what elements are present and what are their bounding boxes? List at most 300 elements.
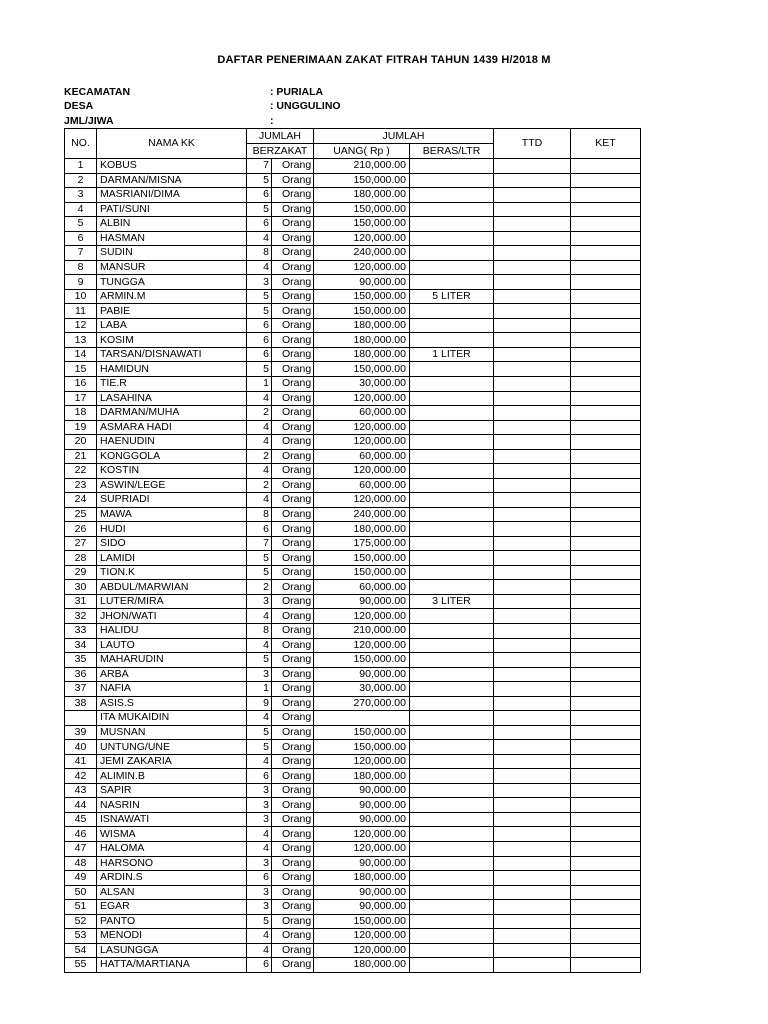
row-unit: Orang [272,580,314,595]
row-uang: 150,000.00 [314,565,410,580]
header-nama-kk: NAMA KK [97,129,247,159]
row-ket [571,667,641,682]
row-uang: 90,000.00 [314,856,410,871]
row-beras [410,551,494,566]
row-uang: 150,000.00 [314,362,410,377]
row-no: 34 [65,638,97,653]
row-ket [571,638,641,653]
row-nama-kk: SAPIR [97,783,247,798]
row-ttd [494,594,571,609]
row-no: 19 [65,420,97,435]
row-nama-kk: NAFIA [97,682,247,697]
row-nama-kk: ITA MUKAIDIN [97,711,247,726]
row-jumlah: 1 [247,682,272,697]
row-ttd [494,565,571,580]
row-beras [410,580,494,595]
row-unit: Orang [272,406,314,421]
row-beras [410,871,494,886]
row-no: 36 [65,667,97,682]
table-row [65,900,641,915]
row-unit: Orang [272,333,314,348]
table-row [65,841,641,856]
row-no: 37 [65,682,97,697]
row-ttd [494,638,571,653]
row-jumlah: 1 [247,376,272,391]
row-ket [571,769,641,784]
row-no: 48 [65,856,97,871]
row-ket [571,420,641,435]
row-nama-kk: TUNGGA [97,275,247,290]
row-unit: Orang [272,783,314,798]
row-jumlah: 3 [247,667,272,682]
row-uang: 120,000.00 [314,420,410,435]
row-nama-kk: MUSNAN [97,725,247,740]
row-nama-kk: JHON/WATI [97,609,247,624]
row-no: 11 [65,304,97,319]
table-body [65,159,641,973]
table-row [65,551,641,566]
row-uang: 180,000.00 [314,522,410,537]
table-row [65,159,641,174]
row-uang: 180,000.00 [314,188,410,203]
table-row [65,435,641,450]
row-no: 12 [65,318,97,333]
row-unit: Orang [272,159,314,174]
row-ket [571,783,641,798]
table-row [65,696,641,711]
row-nama-kk: ABDUL/MARWIAN [97,580,247,595]
row-beras: 3 LITER [410,594,494,609]
row-jumlah: 6 [247,333,272,348]
row-beras [410,493,494,508]
row-jumlah: 4 [247,638,272,653]
row-ttd [494,376,571,391]
row-no: 55 [65,958,97,973]
row-ttd [494,827,571,842]
row-ket [571,885,641,900]
row-ttd [494,885,571,900]
row-ttd [494,841,571,856]
row-nama-kk: HAMIDUN [97,362,247,377]
row-no: 24 [65,493,97,508]
row-ket [571,202,641,217]
table-row [65,420,641,435]
row-nama-kk: ARBA [97,667,247,682]
row-beras [410,275,494,290]
row-jumlah: 5 [247,362,272,377]
row-no: 46 [65,827,97,842]
row-beras [410,260,494,275]
table-row [65,565,641,580]
row-uang: 30,000.00 [314,376,410,391]
row-nama-kk: ARMIN.M [97,289,247,304]
row-ket [571,565,641,580]
row-jumlah: 7 [247,159,272,174]
row-unit: Orang [272,638,314,653]
row-unit: Orang [272,246,314,261]
row-uang: 150,000.00 [314,725,410,740]
row-uang: 120,000.00 [314,464,410,479]
row-ket [571,173,641,188]
row-uang: 120,000.00 [314,841,410,856]
row-unit: Orang [272,841,314,856]
row-beras [410,754,494,769]
table-row [65,464,641,479]
row-unit: Orang [272,653,314,668]
row-ket [571,333,641,348]
row-unit: Orang [272,522,314,537]
row-ttd [494,856,571,871]
row-unit: Orang [272,943,314,958]
row-nama-kk: HALIDU [97,624,247,639]
table-row [65,188,641,203]
row-no: 15 [65,362,97,377]
row-uang: 90,000.00 [314,900,410,915]
row-nama-kk: KOSTIN [97,464,247,479]
row-no: 45 [65,812,97,827]
table-row [65,827,641,842]
table-row [65,624,641,639]
row-beras [410,682,494,697]
row-unit: Orang [272,231,314,246]
row-jumlah: 5 [247,551,272,566]
row-uang: 120,000.00 [314,435,410,450]
row-beras [410,609,494,624]
row-jumlah: 4 [247,435,272,450]
row-ttd [494,682,571,697]
row-uang: 120,000.00 [314,260,410,275]
row-beras [410,159,494,174]
row-jumlah: 3 [247,798,272,813]
row-jumlah: 4 [247,420,272,435]
row-no: 33 [65,624,97,639]
table-row [65,914,641,929]
row-uang: 150,000.00 [314,217,410,232]
row-no: 22 [65,464,97,479]
row-nama-kk: PABIE [97,304,247,319]
row-ket [571,958,641,973]
table-row [65,638,641,653]
row-ket [571,217,641,232]
document-title: DAFTAR PENERIMAAN ZAKAT FITRAH TAHUN 1439 H/2018 M [217,54,551,66]
row-unit: Orang [272,435,314,450]
row-beras [410,841,494,856]
row-ket [571,260,641,275]
table-row [65,682,641,697]
row-jumlah: 5 [247,565,272,580]
row-nama-kk: TION.K [97,565,247,580]
row-ket [571,231,641,246]
row-jumlah: 8 [247,507,272,522]
row-ket [571,507,641,522]
table-row [65,391,641,406]
row-uang: 60,000.00 [314,478,410,493]
row-beras [410,783,494,798]
row-unit: Orang [272,565,314,580]
row-uang: 150,000.00 [314,551,410,566]
row-uang: 120,000.00 [314,827,410,842]
row-beras [410,202,494,217]
row-ttd [494,464,571,479]
row-unit: Orang [272,507,314,522]
row-ttd [494,275,571,290]
row-unit: Orang [272,362,314,377]
row-nama-kk: MAHARUDIN [97,653,247,668]
row-no: 25 [65,507,97,522]
row-nama-kk: KOSIM [97,333,247,348]
row-jumlah: 4 [247,493,272,508]
row-jumlah: 3 [247,856,272,871]
row-unit: Orang [272,594,314,609]
row-no: 9 [65,275,97,290]
zakat-table [64,128,641,973]
row-jumlah: 5 [247,202,272,217]
header-uang: UANG( Rp ) [314,144,410,159]
row-ket [571,478,641,493]
row-ttd [494,812,571,827]
table-row [65,522,641,537]
header-ket: KET [571,129,641,159]
row-jumlah: 6 [247,871,272,886]
row-no: 18 [65,406,97,421]
row-ttd [494,754,571,769]
row-uang: 210,000.00 [314,159,410,174]
row-ket [571,929,641,944]
row-nama-kk: LUTER/MIRA [97,594,247,609]
row-beras [410,914,494,929]
table-row [65,304,641,319]
row-beras [410,798,494,813]
row-beras [410,304,494,319]
row-uang: 240,000.00 [314,507,410,522]
row-nama-kk: SUDIN [97,246,247,261]
row-uang: 150,000.00 [314,304,410,319]
row-no: 30 [65,580,97,595]
row-no: 10 [65,289,97,304]
row-unit: Orang [272,856,314,871]
meta-label: JML/JIWA [64,115,114,127]
row-jumlah: 5 [247,653,272,668]
table-row [65,289,641,304]
row-jumlah: 6 [247,347,272,362]
table-row [65,653,641,668]
row-uang: 90,000.00 [314,812,410,827]
row-jumlah: 4 [247,260,272,275]
table-row [65,929,641,944]
row-uang: 180,000.00 [314,769,410,784]
row-beras [410,900,494,915]
row-ttd [494,507,571,522]
header-no: NO. [65,129,97,159]
row-nama-kk: EGAR [97,900,247,915]
row-nama-kk: JEMI ZAKARIA [97,754,247,769]
table-row [65,856,641,871]
row-ket [571,318,641,333]
row-ttd [494,580,571,595]
row-nama-kk: PANTO [97,914,247,929]
row-ket [571,435,641,450]
row-no: 44 [65,798,97,813]
row-beras [410,958,494,973]
row-ttd [494,769,571,784]
row-uang: 60,000.00 [314,580,410,595]
row-unit: Orang [272,260,314,275]
row-ttd [494,711,571,726]
row-ket [571,304,641,319]
row-uang: 120,000.00 [314,231,410,246]
row-uang: 120,000.00 [314,929,410,944]
row-ttd [494,943,571,958]
row-ket [571,609,641,624]
row-jumlah: 5 [247,725,272,740]
row-unit: Orang [272,827,314,842]
row-unit: Orang [272,347,314,362]
row-no: 38 [65,696,97,711]
row-ttd [494,478,571,493]
row-ttd [494,289,571,304]
row-unit: Orang [272,711,314,726]
row-ket [571,740,641,755]
row-jumlah: 6 [247,188,272,203]
row-jumlah: 6 [247,217,272,232]
meta-value: : UNGGULINO [270,100,341,112]
row-ttd [494,536,571,551]
row-unit: Orang [272,769,314,784]
table-row [65,580,641,595]
row-jumlah: 5 [247,914,272,929]
row-nama-kk: HAENUDIN [97,435,247,450]
row-jumlah: 9 [247,696,272,711]
row-no: 32 [65,609,97,624]
table-row [65,275,641,290]
row-beras [410,812,494,827]
row-ttd [494,624,571,639]
row-jumlah: 7 [247,536,272,551]
row-ket [571,246,641,261]
row-jumlah: 6 [247,958,272,973]
row-unit: Orang [272,900,314,915]
row-jumlah: 5 [247,740,272,755]
row-jumlah: 3 [247,783,272,798]
row-beras [410,376,494,391]
header-jumlah-berzakat-group: JUMLAH [247,129,314,144]
row-nama-kk: ASIS.S [97,696,247,711]
row-beras [410,827,494,842]
row-no: 28 [65,551,97,566]
row-ket [571,289,641,304]
row-uang: 120,000.00 [314,609,410,624]
row-jumlah: 4 [247,929,272,944]
row-ket [571,551,641,566]
row-nama-kk: LABA [97,318,247,333]
row-uang: 150,000.00 [314,653,410,668]
row-nama-kk: HALOMA [97,841,247,856]
header-jumlah-group: JUMLAH [314,129,494,144]
row-ket [571,159,641,174]
table-row [65,318,641,333]
table-row [65,449,641,464]
row-jumlah: 4 [247,827,272,842]
table-row [65,217,641,232]
row-ttd [494,783,571,798]
row-nama-kk: ALSAN [97,885,247,900]
row-beras [410,725,494,740]
row-no: 42 [65,769,97,784]
row-ket [571,493,641,508]
row-unit: Orang [272,391,314,406]
table-row [65,943,641,958]
row-ket [571,449,641,464]
row-uang: 60,000.00 [314,406,410,421]
row-ttd [494,246,571,261]
row-ttd [494,173,571,188]
table-row [65,246,641,261]
row-nama-kk: ISNAWATI [97,812,247,827]
row-ttd [494,333,571,348]
row-uang: 180,000.00 [314,333,410,348]
row-unit: Orang [272,551,314,566]
row-jumlah: 2 [247,449,272,464]
row-nama-kk: MANSUR [97,260,247,275]
row-beras [410,246,494,261]
row-beras [410,711,494,726]
table-row [65,406,641,421]
meta-label: KECAMATAN [64,86,131,98]
row-beras [410,217,494,232]
row-jumlah: 8 [247,246,272,261]
row-jumlah: 4 [247,711,272,726]
table-row [65,754,641,769]
row-nama-kk: DARMAN/MUHA [97,406,247,421]
row-uang: 90,000.00 [314,667,410,682]
row-no: 1 [65,159,97,174]
row-unit: Orang [272,420,314,435]
row-ttd [494,449,571,464]
row-beras [410,318,494,333]
row-nama-kk: ALIMIN.B [97,769,247,784]
row-ttd [494,231,571,246]
row-ket [571,376,641,391]
row-uang: 180,000.00 [314,347,410,362]
row-ttd [494,900,571,915]
row-uang: 150,000.00 [314,173,410,188]
table-row [65,362,641,377]
table-row [65,333,641,348]
row-ket [571,871,641,886]
table-row [65,711,641,726]
row-no: 3 [65,188,97,203]
row-no: 20 [65,435,97,450]
row-uang: 150,000.00 [314,289,410,304]
row-no: 35 [65,653,97,668]
row-ket [571,900,641,915]
row-nama-kk: HASMAN [97,231,247,246]
row-ttd [494,260,571,275]
row-jumlah: 4 [247,391,272,406]
row-ket [571,594,641,609]
row-ttd [494,318,571,333]
row-nama-kk: UNTUNG/UNE [97,740,247,755]
row-beras [410,536,494,551]
row-unit: Orang [272,754,314,769]
row-nama-kk: PATI/SUNI [97,202,247,217]
row-jumlah: 3 [247,594,272,609]
table-row [65,478,641,493]
row-beras [410,449,494,464]
row-ket [571,536,641,551]
row-jumlah: 4 [247,464,272,479]
row-ket [571,624,641,639]
